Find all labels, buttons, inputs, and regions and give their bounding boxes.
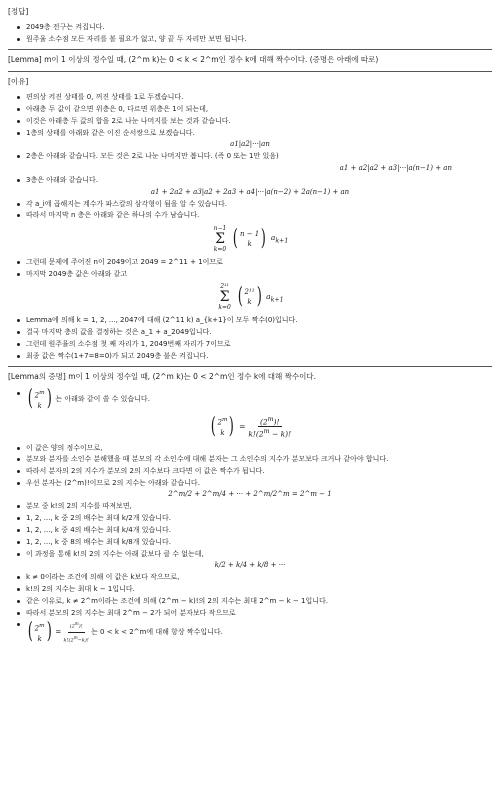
list-item: 분모와 분자를 소인수 분해했을 때 분모의 각 소인수에 대해 분자는 그 소인수의 지수가 분모보다 크거나 같아야 합니다. xyxy=(26,454,492,465)
list-item: 2049층 전구는 켜집니다. xyxy=(26,22,492,33)
list-item: 이 값은 양의 정수이므로, xyxy=(26,443,492,454)
list-item: 같은 이유로, k ≠ 2^m이라는 조건에 의해 (2^m − k)!의 2의 지수는 최대 2^m − k − 1입니다. xyxy=(26,596,492,607)
list-item: 따라서 분자의 2의 지수가 분모의 2의 지수보다 크다면 이 값은 짝수가 됩니다. xyxy=(26,466,492,477)
list-item: 분모 중 k!의 2의 지수를 따져보면, xyxy=(26,501,492,512)
proof-header xyxy=(8,371,492,383)
list-item: 각 a_i에 곱해지는 계수가 파스칼의 삼각형이 됨을 알 수 있습니다. xyxy=(26,199,492,210)
list-item: 이것은 아래층 두 값의 합을 2로 나눈 나머지를 보는 것과 같습니다. xyxy=(26,116,492,127)
list-item: 결국 마지막 층의 값을 결정하는 것은 a_1 + a_2049입니다. xyxy=(26,327,492,338)
reason-header: [이유] xyxy=(8,77,29,87)
list-item: k ≠ 0이라는 조건에 의해 이 값은 k보다 작으므로, xyxy=(26,572,492,583)
list-item: 편의상 켜진 상태를 0, 꺼진 상태를 1로 두겠습니다. xyxy=(26,92,492,103)
answer-list xyxy=(8,22,492,44)
divider xyxy=(8,49,492,50)
answer-header: [정답] xyxy=(8,7,29,16)
list-item: 우선 분자는 (2^m)!이므로 2의 지수는 아래와 같습니다. xyxy=(26,478,492,489)
list-item: 그런데 원주율의 소수점 첫 째 자리가 1, 2049번째 자리가 7이므로 xyxy=(26,339,492,350)
list-item: 1, 2, ..., k 중 8의 배수는 최대 k/8개 있습니다. xyxy=(26,537,492,548)
equation-2049: 2¹¹ Σ k=0 ( 2¹¹ k ) $a_{k+1}$ xyxy=(218,283,284,312)
equation-layer1: a1|a2|···|an xyxy=(230,140,270,149)
divider xyxy=(8,71,492,72)
list-item: 1, 2, ..., k 중 4의 배수는 최대 k/4개 있습니다. xyxy=(26,525,492,536)
list-item: ( 2$^m$ k ) = $\frac{(2^m)!}{k!(2^m-k)!}$ 는 0 < k < 2^m에 대해 항상 짝수입니다. xyxy=(26,619,492,645)
divider xyxy=(8,366,492,367)
list-item: 따라서 분모의 2의 지수는 최대 2^m − 2가 되어 분자보다 작으므로 xyxy=(26,608,492,619)
list-item: 1층의 상태를 아래와 같은 이진 순서쌍으로 보겠습니다. xyxy=(26,128,492,139)
list-item: ( 2$^m$ k ) 는 아래와 같이 쓸 수 있습니다. xyxy=(26,388,492,410)
list-item: 원주율 소수점 모든 자리를 볼 필요가 없고, 양 끝 두 자리만 보면 됩니다. xyxy=(26,34,492,45)
proof-prefix: [Lemma의 증명] xyxy=(8,372,66,382)
list-item: 그런데 문제에 주어진 n이 2049이고 2049 = 2^11 + 1이므로 xyxy=(26,257,492,268)
list-item: 최종 값은 짝수(1+7=8=0)가 되고 2049층 불은 켜집니다. xyxy=(26,351,492,362)
list-item: k!의 2의 지수는 최대 k − 1입니다. xyxy=(26,584,492,595)
reason-list xyxy=(8,92,492,138)
equation-numerator-exponent: 2^m/2 + 2^m/4 + ··· + 2^m/2^m = 2^m − 1 xyxy=(168,490,332,499)
lemma-text: m이 1 이상의 정수일 때, (2^m k)는 0 < k < 2^m인 정수 k에 대해 짝수이다. (증명은 아래에 따로) xyxy=(44,55,379,65)
list-item: 3층은 아래와 같습니다. xyxy=(26,175,492,186)
list-item: Lemma에 의해 k = 1, 2, ..., 2047에 대해 (2^11 k) a_{k+1}이 모두 짝수(0)입니다. xyxy=(26,315,492,326)
lemma-prefix: [Lemma] xyxy=(8,55,42,65)
equation-k-series: k/2 + k/4 + k/8 + ··· xyxy=(214,561,286,570)
list-item: 1, 2, ..., k 중 2의 배수는 최대 k/2개 있습니다. xyxy=(26,513,492,524)
equation-last-layer: n−1 Σ k=0 ( n − 1 k ) $a_{k+1}$ xyxy=(213,224,289,253)
equation-layer2: a1 + a2|a2 + a3|···|a(n−1) + an xyxy=(339,163,452,172)
proof-statement: m이 1 이상의 정수일 때, (2^m k)는 0 < 2^m인 정수 k에 대해 짝수이다. xyxy=(68,372,317,382)
list-item: 이 과정을 통해 k!의 2의 지수는 아래 값보다 클 수 없는데, xyxy=(26,549,492,560)
document xyxy=(8,0,492,646)
lemma-statement xyxy=(8,54,492,66)
equation-binomial-factorial: ( 2$^m$ k ) = $\frac{(2^m)!}{k!(2^m - k)!}$ xyxy=(210,413,292,439)
list-item: 마지막 2049층 값은 아래와 같고 xyxy=(26,269,492,280)
list-item: 아래층 두 값이 같으면 위층은 0, 다르면 위층은 1이 되는데, xyxy=(26,104,492,115)
list-item: 2층은 아래와 같습니다. 모든 것은 2로 나눈 나머지만 봅니다. (즉 0 또는 1만 있음) xyxy=(26,151,492,162)
list-item: 따라서 마지막 n 층은 아래와 같은 하나의 수가 남습니다. xyxy=(26,210,492,221)
equation-layer3: a1 + 2a2 + a3|a2 + 2a3 + a4|···|a(n−2) + 2a(n−1) + an xyxy=(150,187,350,196)
